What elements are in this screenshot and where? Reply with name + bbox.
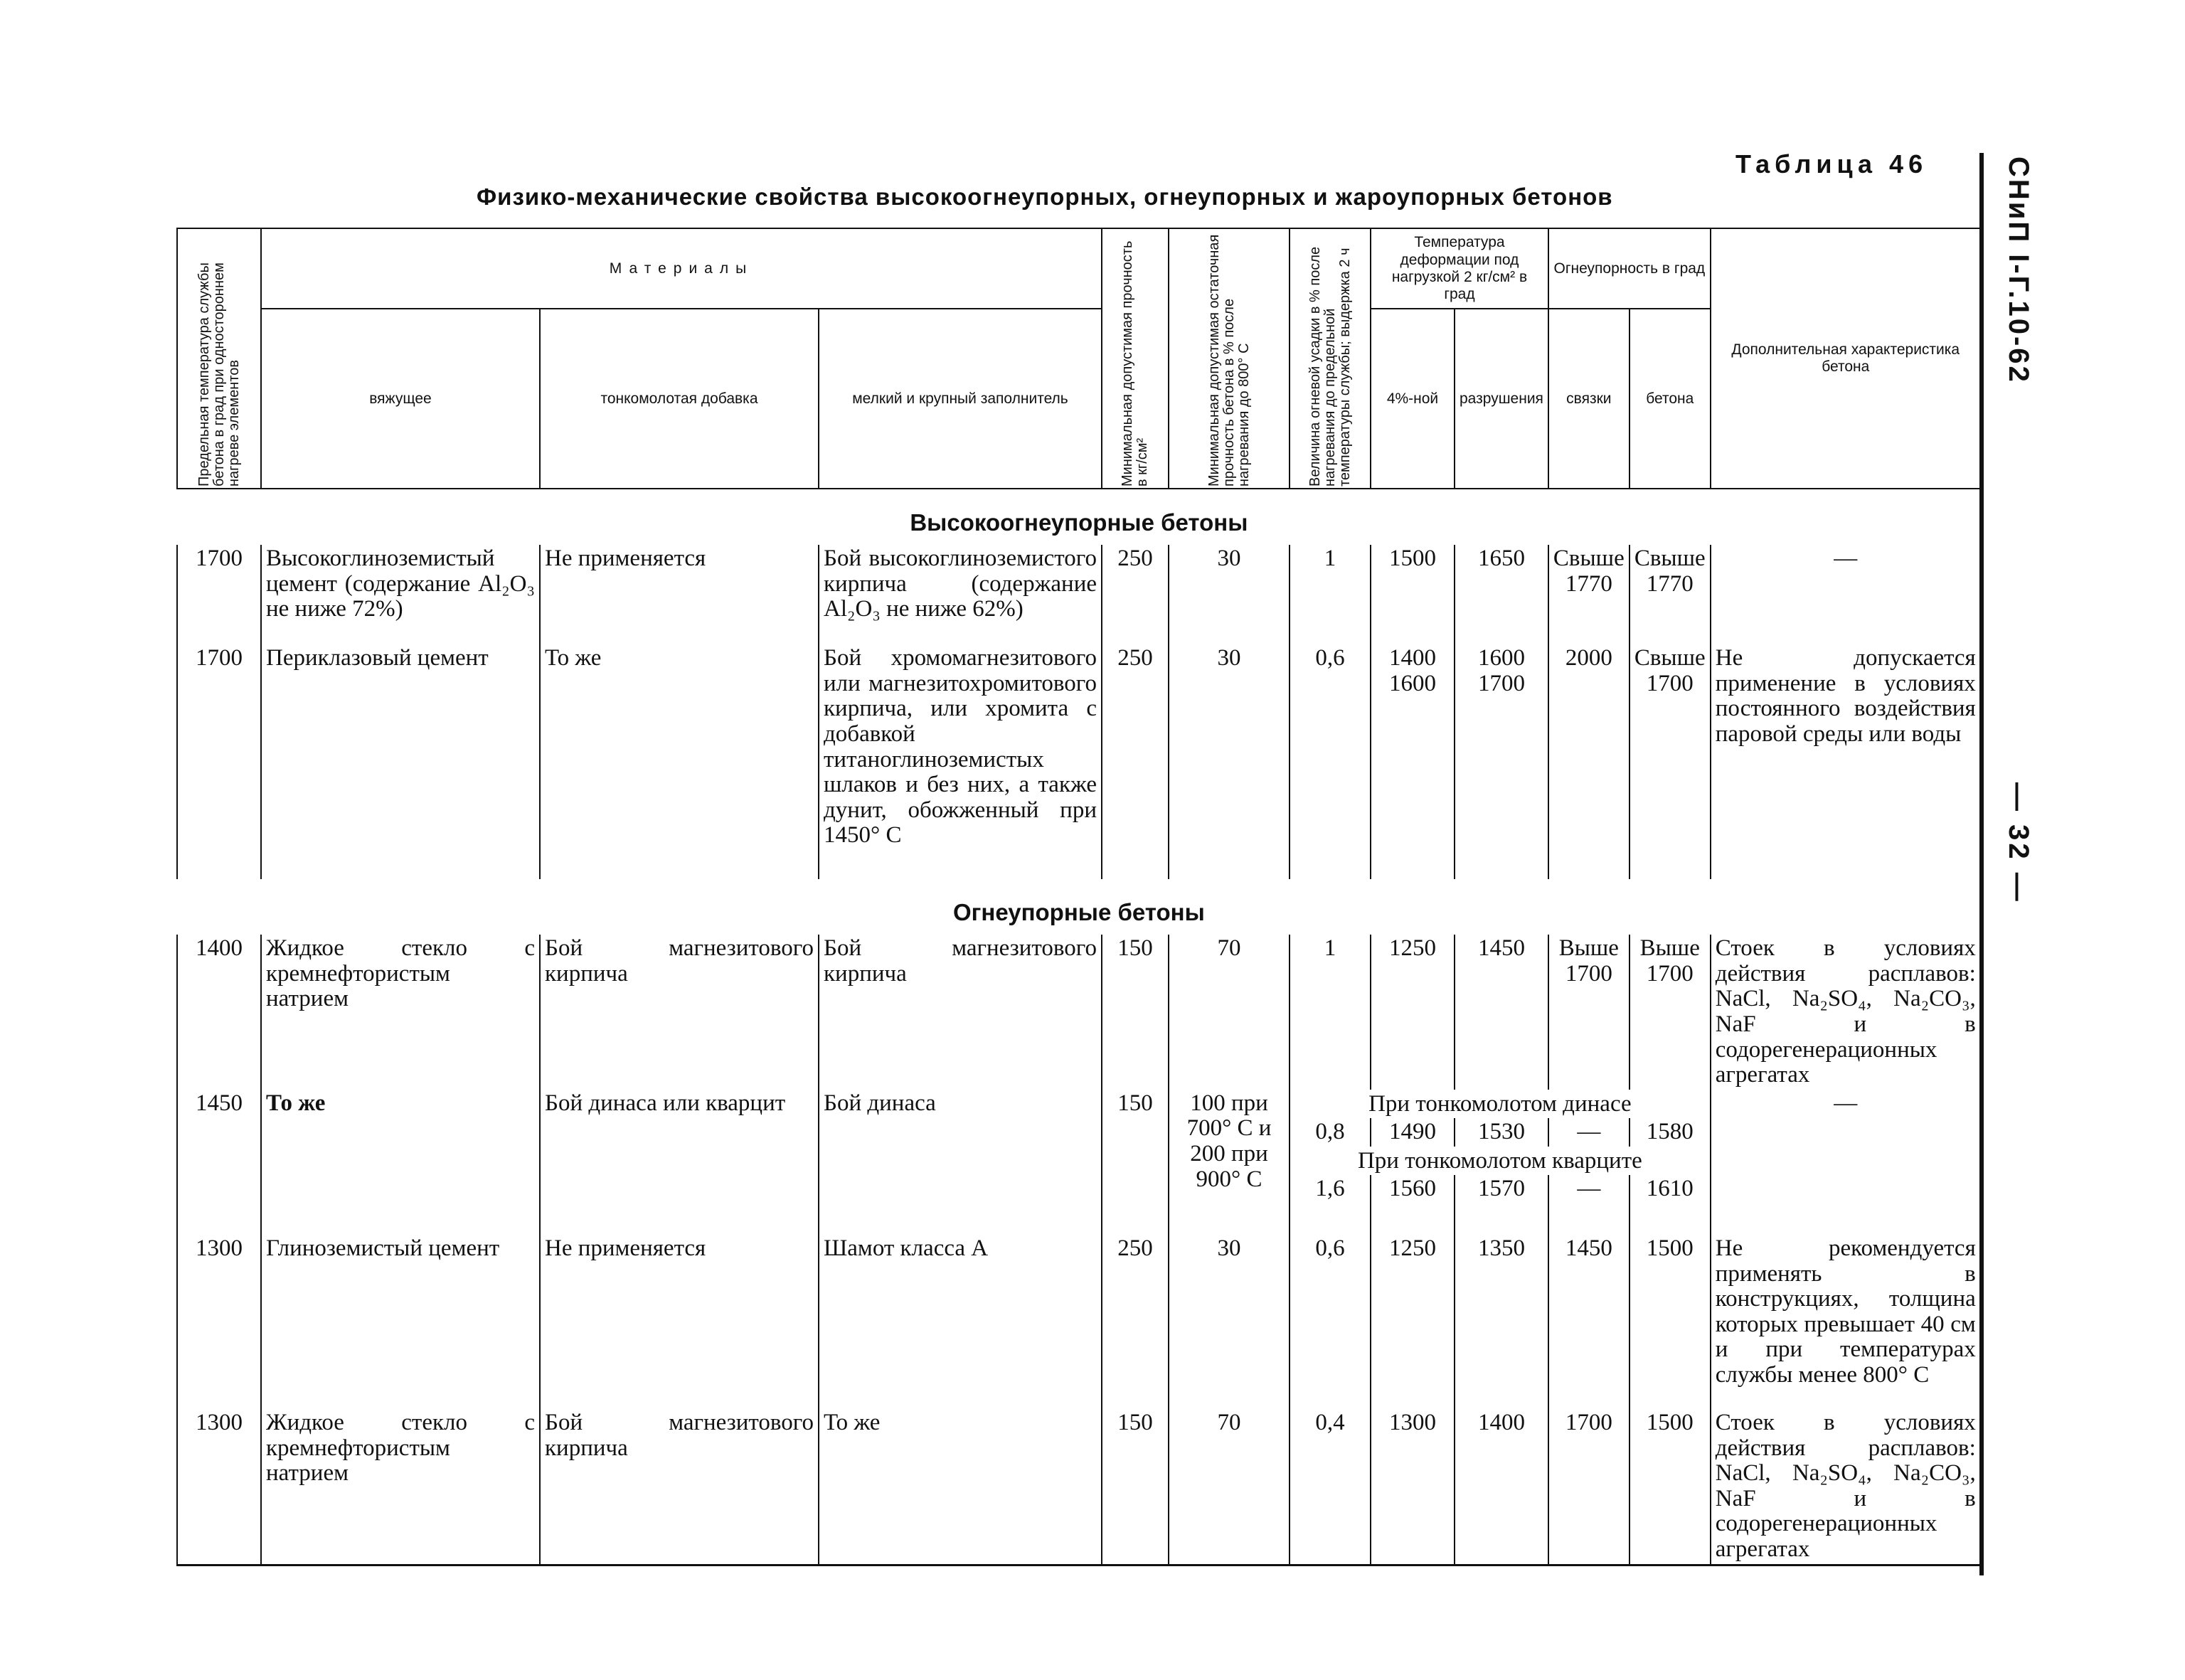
- cell-extra: —: [1711, 545, 1981, 644]
- cell-extra: Стоек в условиях действия расплавов: NaCl, Na₂SO₄, Na₂CO₃, NaF и в содорегенерационных агрегатах: [1711, 1409, 1981, 1565]
- side-code: СНиП I-Г.10-62: [2003, 156, 2034, 384]
- header-filler: мелкий и крупный заполнитель: [819, 309, 1102, 489]
- cell-residual: 70: [1169, 1409, 1290, 1565]
- cell-temp: 1300: [177, 1235, 261, 1409]
- note-dinas: При тонкомолотом динасе: [1290, 1090, 1711, 1118]
- cell-residual: 100 при 700° С и 200 при 900° С: [1169, 1090, 1290, 1235]
- cell-deform-break: 1450: [1455, 935, 1548, 1090]
- cell-binder: То же: [261, 1090, 540, 1235]
- cell-refract-binder: 1700: [1548, 1409, 1630, 1565]
- page-number: — 32 —: [2003, 782, 2034, 904]
- cell-extra: —: [1711, 1090, 1981, 1235]
- cell-refract-concrete: Свыше 1700: [1630, 644, 1711, 879]
- header-min-strength: Минимальная допустимая прочность в кг/см²: [1102, 228, 1169, 489]
- section-heading: Высокоогнеупорные бетоны: [910, 509, 1248, 536]
- cell-temp: 1400: [177, 935, 261, 1090]
- cell-filler: Бой высокоглиноземистого кирпича (содержание Al₂O₃ не ниже 62%): [819, 545, 1102, 644]
- cell-filler: То же: [819, 1409, 1102, 1565]
- cell-residual: 70: [1169, 935, 1290, 1090]
- cell-shrinkage: 1,6: [1290, 1175, 1371, 1235]
- cell-additive: То же: [540, 644, 819, 879]
- cell-residual: 30: [1169, 1235, 1290, 1409]
- cell-deform-break: 1570: [1455, 1175, 1548, 1235]
- note-quartzite: При тонкомолотом кварците: [1290, 1147, 1711, 1175]
- cell-deform-break: 1400: [1455, 1409, 1548, 1565]
- section-heading: Огнеупорные бетоны: [952, 899, 1205, 925]
- cell-shrinkage: 0,8: [1290, 1118, 1371, 1147]
- cell-deform-4: 1490: [1371, 1118, 1455, 1147]
- cell-shrinkage: 0,4: [1290, 1409, 1371, 1565]
- cell-refract-binder: 2000: [1548, 644, 1630, 879]
- cell-shrinkage: 0,6: [1290, 644, 1371, 879]
- cell-temp: 1700: [177, 545, 261, 644]
- header-residual-strength: Минимальная допустимая остаточная прочность бетона в % после нагревания до 800° С: [1169, 228, 1290, 489]
- cell-refract-concrete: Свыше 1770: [1630, 545, 1711, 644]
- cell-deform-4: 1560: [1371, 1175, 1455, 1235]
- table-row: [177, 1235, 1981, 1409]
- cell-deform-4: 1500: [1371, 545, 1455, 644]
- properties-table: [176, 228, 1982, 1566]
- header-refract-concrete: бетона: [1630, 309, 1711, 489]
- table-row: [177, 935, 1981, 1090]
- cell-refract-concrete: 1580: [1630, 1118, 1711, 1147]
- table-row: [177, 545, 1981, 644]
- cell-additive: Не применяется: [540, 545, 819, 644]
- table-label: Таблица 46: [1735, 149, 1928, 179]
- cell-additive: Бой магнезитового кирпича: [540, 935, 819, 1090]
- cell-binder: Жидкое стекло с кремнефтористым натрием: [261, 935, 540, 1090]
- cell-extra: Стоек в условиях действия расплавов: NaCl, Na₂SO₄, Na₂CO₃, NaF и в содорегенерационных агрегатах: [1711, 935, 1981, 1090]
- cell-deform-4: 1250: [1371, 935, 1455, 1090]
- cell-strength: 250: [1102, 644, 1169, 879]
- cell-shrinkage: 1: [1290, 935, 1371, 1090]
- cell-filler: Бой хромомагнезитового или магнезитохромитового кирпича, или хромита с добавкой титаноглиноземистых шлаков и без них, а также дунит, обожженный при 1450° С: [819, 644, 1102, 879]
- cell-deform-break: 1350: [1455, 1235, 1548, 1409]
- cell-binder: Жидкое стекло с кремнефтористым натрием: [261, 1409, 540, 1565]
- cell-residual: 30: [1169, 545, 1290, 644]
- table-title: Физико-механические свойства высокоогнеупорных, огнеупорных и жароупорных бетонов: [477, 184, 1613, 210]
- header-row-2: [177, 309, 1981, 489]
- cell-refract-binder: 1450: [1548, 1235, 1630, 1409]
- cell-shrinkage: 0,6: [1290, 1235, 1371, 1409]
- header-refractoriness: Огнеупорность в град: [1548, 228, 1711, 309]
- cell-refract-concrete: 1500: [1630, 1409, 1711, 1565]
- cell-refract-concrete: 1500: [1630, 1235, 1711, 1409]
- header-binder: вяжущее: [261, 309, 540, 489]
- header-shrinkage: Величина огневой усадки в % после нагревания до предельной температуры службы; выдержка 2 ч: [1290, 228, 1371, 489]
- cell-additive: Бой динаса или кварцит: [540, 1090, 819, 1235]
- cell-additive: Не применяется: [540, 1235, 819, 1409]
- cell-deform-break: 1530: [1455, 1118, 1548, 1147]
- cell-shrinkage: 1: [1290, 545, 1371, 644]
- cell-strength: 150: [1102, 1409, 1169, 1565]
- header-materials: Материалы: [261, 228, 1102, 309]
- cell-deform-4: 1300: [1371, 1409, 1455, 1565]
- cell-filler: Бой магнезитового кирпича: [819, 935, 1102, 1090]
- cell-binder: Глиноземистый цемент: [261, 1235, 540, 1409]
- header-temp: Предельная температура службы бетона в град при одностороннем нагреве элементов: [177, 228, 261, 489]
- cell-additive: Бой магнезитового кирпича: [540, 1409, 819, 1565]
- header-extra: Дополнительная характеристика бетона: [1711, 228, 1981, 489]
- cell-residual: 30: [1169, 644, 1290, 879]
- header-deform-temp: Температура деформации под нагрузкой 2 кг/см² в град: [1371, 228, 1548, 309]
- cell-binder: Периклазовый цемент: [261, 644, 540, 879]
- header-refract-binder: связки: [1548, 309, 1630, 489]
- cell-refract-binder: Выше 1700: [1548, 935, 1630, 1090]
- cell-binder: Высокоглиноземистый цемент (содержание Al₂O₃ не ниже 72%): [261, 545, 540, 644]
- header-deform-break: разрушения: [1455, 309, 1548, 489]
- header-additive: тонкомолотая добавка: [540, 309, 819, 489]
- cell-strength: 250: [1102, 545, 1169, 644]
- cell-deform-4: 1250: [1371, 1235, 1455, 1409]
- cell-temp: 1450: [177, 1090, 261, 1235]
- cell-refract-concrete: Выше 1700: [1630, 935, 1711, 1090]
- cell-deform-break: 1650: [1455, 545, 1548, 644]
- table-row: [177, 1090, 1981, 1118]
- cell-refract-binder: Свыше 1770: [1548, 545, 1630, 644]
- cell-refract-binder: —: [1548, 1118, 1630, 1147]
- cell-temp: 1700: [177, 644, 261, 879]
- cell-temp: 1300: [177, 1409, 261, 1565]
- cell-deform-break: 1600 1700: [1455, 644, 1548, 879]
- header-row-1: [177, 228, 1981, 309]
- header-deform-4: 4%-ной: [1371, 309, 1455, 489]
- cell-filler: Бой динаса: [819, 1090, 1102, 1235]
- table-row: [177, 644, 1981, 879]
- cell-extra: Не допускается применение в условиях постоянного воздействия паровой среды или воды: [1711, 644, 1981, 879]
- cell-refract-binder: —: [1548, 1175, 1630, 1235]
- cell-strength: 250: [1102, 1235, 1169, 1409]
- cell-extra: Не рекомендуется применять в конструкциях, толщина которых превышает 40 см и при температурах службы менее 800° С: [1711, 1235, 1981, 1409]
- cell-strength: 150: [1102, 935, 1169, 1090]
- cell-strength: 150: [1102, 1090, 1169, 1235]
- table-row: [177, 1409, 1981, 1565]
- cell-deform-4: 1400 1600: [1371, 644, 1455, 879]
- cell-refract-concrete: 1610: [1630, 1175, 1711, 1235]
- cell-filler: Шамот класса А: [819, 1235, 1102, 1409]
